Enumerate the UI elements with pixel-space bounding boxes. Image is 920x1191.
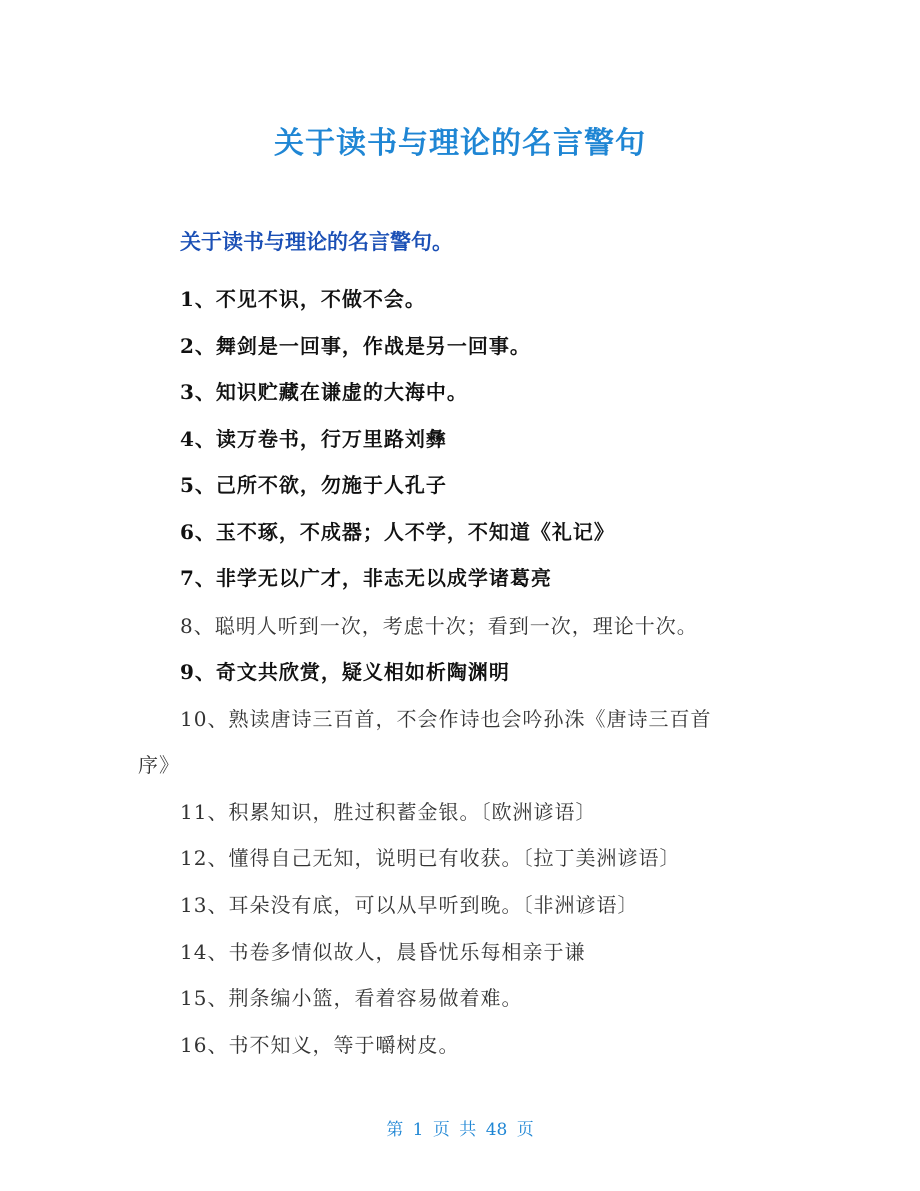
quote-item: 5、己所不欲，勿施于人孔子 [180, 473, 447, 497]
quote-item: 14、书卷多情似故人，晨昏忧乐每相亲于谦 [180, 940, 586, 964]
quote-item: 11、积累知识，胜过积蓄金银。〔欧洲谚语〕 [180, 800, 597, 824]
quote-item: 8、聪明人听到一次，考虑十次；看到一次，理论十次。 [180, 614, 698, 638]
quote-item: 4、读万卷书，行万里路刘彝 [180, 427, 447, 451]
page-number-footer: 第 1 页 共 48 页 [386, 1120, 534, 1140]
quote-item: 7、非学无以广才，非志无以成学诸葛亮 [180, 566, 552, 590]
quote-item: 13、耳朵没有底，可以从早听到晚。〔非洲谚语〕 [180, 893, 639, 917]
quote-item: 1、不见不识，不做不会。 [180, 287, 426, 311]
quote-item: 6、玉不琢，不成器；人不学，不知道《礼记》 [180, 520, 615, 544]
quote-item: 3、知识贮藏在谦虚的大海中。 [180, 380, 468, 404]
document-title: 关于读书与理论的名言警句 [274, 126, 646, 161]
quote-item: 12、懂得自己无知，说明已有收获。〔拉丁美洲谚语〕 [180, 846, 681, 870]
quote-item: 16、书不知义，等于嚼树皮。 [180, 1033, 460, 1057]
quote-item: 2、舞剑是一回事，作战是另一回事。 [180, 334, 531, 358]
section-heading: 关于读书与理论的名言警句。 [180, 230, 453, 254]
quote-item: 9、奇文共欣赏，疑义相如析陶渊明 [180, 660, 510, 684]
quote-item: 15、荆条编小篮，看着容易做着难。 [180, 986, 523, 1010]
quote-item: 10、熟读唐诗三百首，不会作诗也会吟孙洙《唐诗三百首 [180, 707, 712, 731]
quote-item-continuation: 序》 [138, 753, 180, 777]
